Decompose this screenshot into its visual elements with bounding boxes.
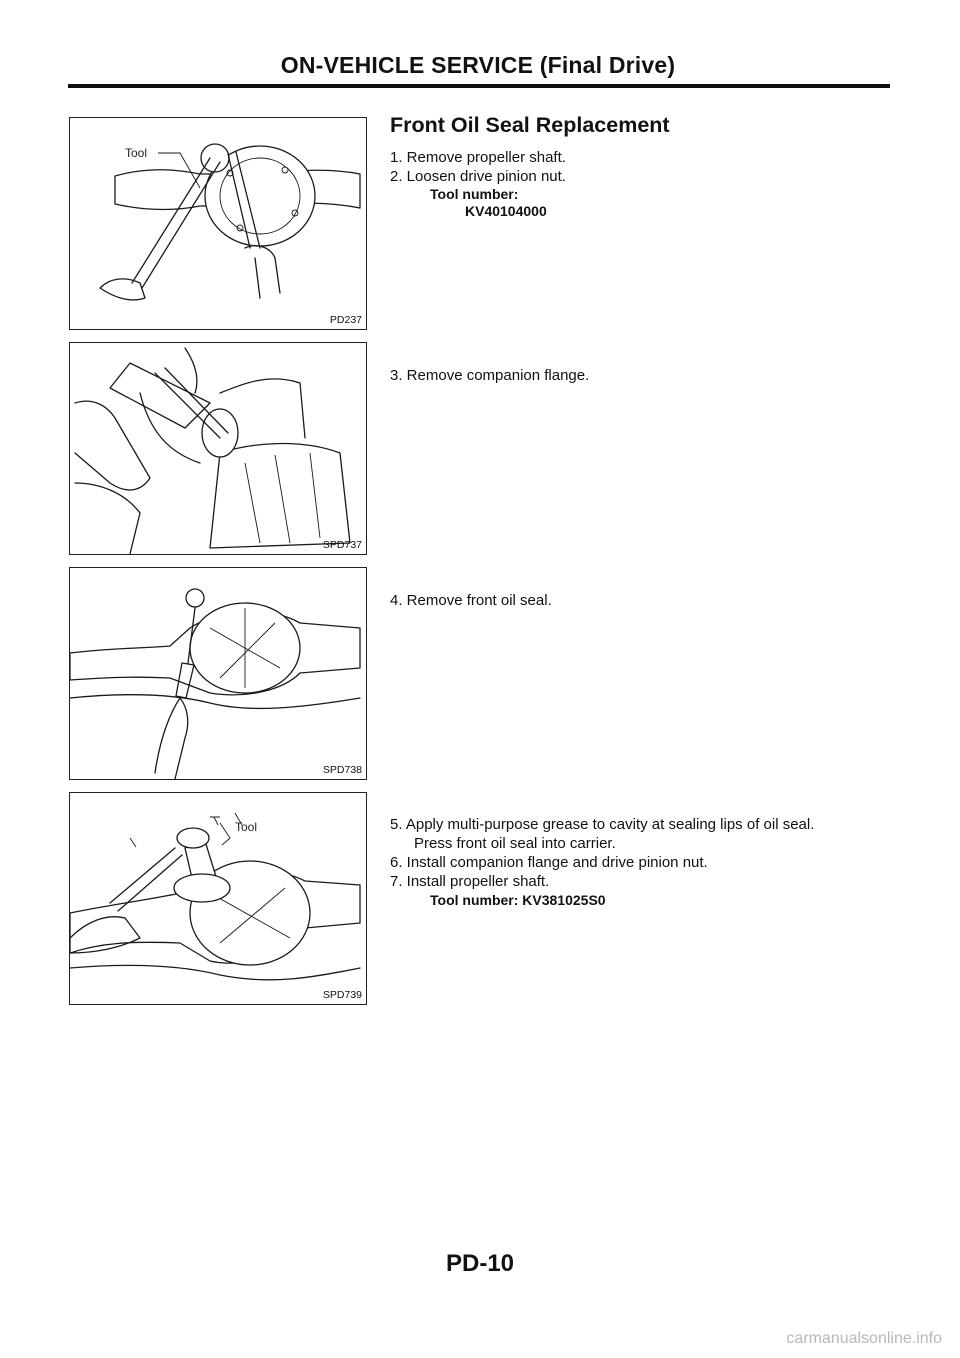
step-7: 7. Install propeller shaft. <box>390 873 550 890</box>
figure-code: SPD738 <box>322 764 362 776</box>
figure-4-label: Tool <box>235 820 258 834</box>
step-5-line-1: 5. Apply multi-purpose grease to cavity at sealing lips of oil seal. <box>390 816 815 833</box>
step-7-tool: Tool number: KV381025S0 <box>430 892 606 908</box>
figure-1-label: Tool <box>125 146 148 160</box>
header-rule <box>68 84 890 88</box>
step-2-tool-label: Tool number: <box>430 186 519 202</box>
figure-code: SPD739 <box>322 989 362 1001</box>
step-2-tool-value: KV40104000 <box>465 203 547 219</box>
wrench-on-pinion-illustration <box>70 118 366 329</box>
figure-spd737 <box>69 342 367 555</box>
step-4: 4. Remove front oil seal. <box>390 592 552 609</box>
step-1: 1. Remove propeller shaft. <box>390 149 566 166</box>
step-3: 3. Remove companion flange. <box>390 367 590 384</box>
step-6: 6. Install companion flange and drive pinion nut. <box>390 854 708 871</box>
page-number: PD-10 <box>445 1250 515 1277</box>
step-2: 2. Loosen drive pinion nut. <box>390 168 566 185</box>
figure-pd237 <box>69 117 367 330</box>
figure-code: PD237 <box>329 314 362 326</box>
figure-code: SPD737 <box>322 539 362 551</box>
watermark: carmanualsonline.info <box>786 1330 942 1347</box>
screwdriver-on-seal-illustration <box>70 568 366 779</box>
seal-drift-illustration <box>70 793 366 1008</box>
section-title: Front Oil Seal Replacement <box>390 113 670 137</box>
step-5-line-2: Press front oil seal into carrier. <box>414 835 616 852</box>
page-header-title: ON-VEHICLE SERVICE (Final Drive) <box>280 52 676 78</box>
figure-spd738 <box>69 567 367 780</box>
figure-spd739 <box>69 792 367 1005</box>
puller-on-flange-illustration <box>70 343 366 554</box>
